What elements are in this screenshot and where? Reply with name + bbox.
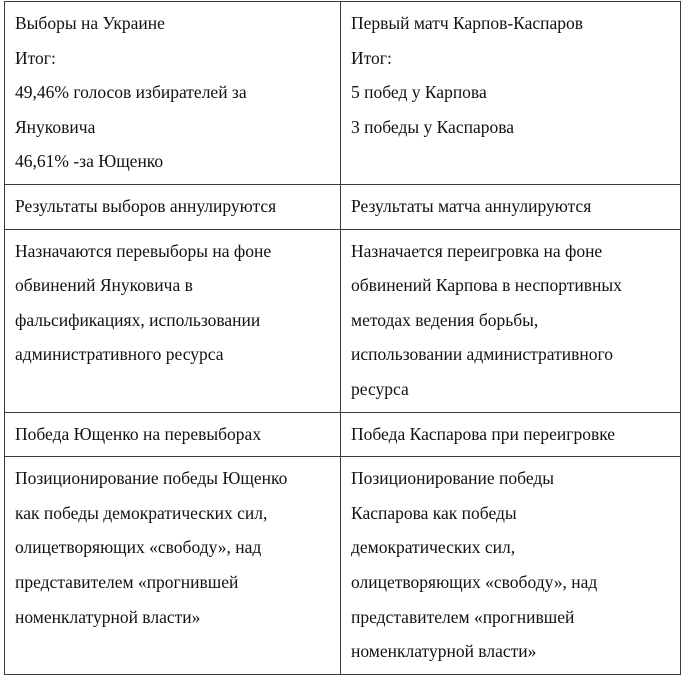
cell-line: Януковича (15, 116, 96, 137)
cell-line: олицетворяющих «свободу», над (351, 571, 598, 592)
table-row (5, 184, 681, 229)
table-cell-elections-summary (5, 2, 341, 185)
cell-line: обвинений Карпова в неспортивных (351, 275, 622, 296)
table-row (5, 2, 681, 185)
cell-line: Результаты матча аннулируются (351, 195, 592, 216)
cell-line: Выборы на Украине (15, 13, 165, 33)
table-cell-kasparov-positioning (341, 457, 681, 675)
table-cell-yushchenko-wins (5, 412, 341, 457)
cell-line: использовании административного (351, 344, 613, 365)
cell-line: Победа Каспарова при переигровке (351, 423, 616, 444)
cell-line: представителем «прогнившей (15, 571, 239, 592)
table-row (5, 457, 681, 675)
cell-line: Результаты выборов аннулируются (15, 195, 277, 216)
cell-line: Каспарова как победы (351, 502, 517, 523)
cell-line: олицетворяющих «свободу», над (15, 537, 262, 558)
cell-line: Итог: (351, 47, 392, 68)
cell-line: Назначается переигровка на фоне (351, 240, 603, 261)
table-cell-reelection (5, 229, 341, 412)
cell-line: 49,46% голосов избирателей за (15, 82, 247, 103)
cell-line: демократических сил, (351, 537, 516, 558)
cell-line: обвинений Януковича в (15, 275, 193, 296)
cell-line: ресурса (351, 378, 409, 399)
table-cell-yushchenko-positioning (5, 457, 341, 675)
cell-line: 3 победы у Каспарова (351, 116, 515, 137)
cell-line: Итог: (15, 47, 56, 68)
cell-line: номенклатурной власти» (15, 606, 201, 627)
table-row (5, 412, 681, 457)
cell-line: Позиционирование победы (351, 468, 555, 489)
cell-line: Назначаются перевыборы на фоне (15, 240, 272, 261)
table-cell-match-annulled (341, 184, 681, 229)
cell-line: представителем «прогнившей (351, 606, 575, 627)
comparison-table (4, 1, 681, 675)
cell-line: как победы демократических сил, (15, 502, 268, 523)
cell-line: фальсификациях, использовании (15, 309, 261, 330)
table-cell-kasparov-wins (341, 412, 681, 457)
cell-line: Первый матч Карпов-Каспаров (351, 13, 584, 33)
cell-line: 5 побед у Карпова (351, 82, 487, 103)
cell-line: методах ведения борьбы, (351, 309, 539, 330)
cell-line: Позиционирование победы Ющенко (15, 468, 288, 489)
table-cell-match-summary (341, 2, 681, 185)
cell-line: Победа Ющенко на перевыборах (15, 423, 262, 444)
table-row (5, 229, 681, 412)
table-cell-rematch (341, 229, 681, 412)
cell-line: 46,61% -за Ющенко (15, 151, 164, 172)
table-cell-elections-annulled (5, 184, 341, 229)
cell-line: административного ресурса (15, 344, 224, 365)
cell-line: номенклатурной власти» (351, 641, 537, 662)
